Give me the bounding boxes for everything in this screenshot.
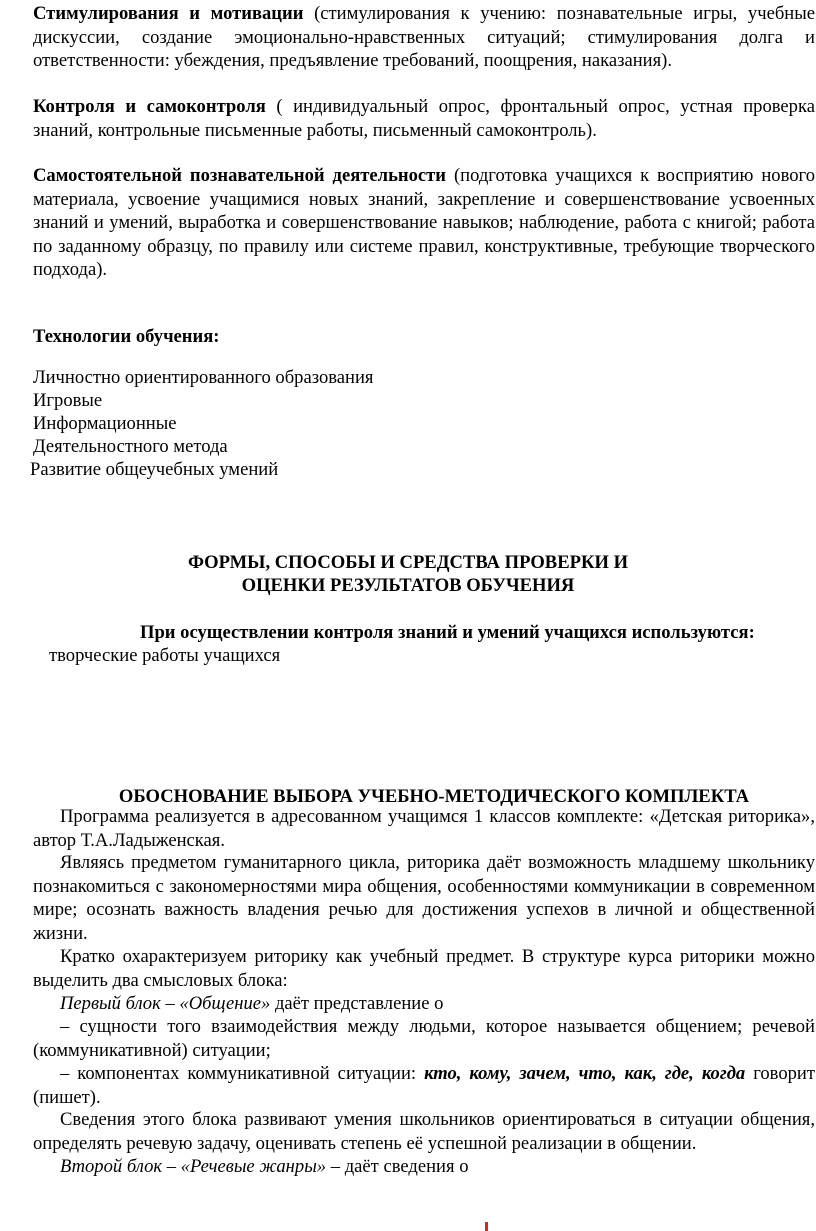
assessment-heading-line2: ОЦЕНКИ РЕЗУЛЬТАТОВ ОБУЧЕНИЯ (241, 575, 575, 596)
justification-paragraph-1: Программа реализуется в адресованном учащимся 1 классов комплекте: «Детская риторика», автор Т.А.Ладыженская. (33, 806, 815, 851)
justification-heading: ОБОСНОВАНИЕ ВЫБОРА УЧЕБНО-МЕТОДИЧЕСКОГО КОМПЛЕКТА (118, 786, 750, 807)
method-control-title: Контроля и самоконтроля (33, 96, 266, 117)
block2-rest: – даёт сведения о (326, 1156, 469, 1177)
block1-rest: даёт представление о (270, 993, 444, 1014)
assessment-heading-line1: ФОРМЫ, СПОСОБЫ И СРЕДСТВА ПРОВЕРКИ И (187, 552, 629, 573)
technology-item: Информационные (33, 413, 177, 434)
dash-item-2 (33, 1062, 815, 1109)
dash-item-1: – сущности того взаимодействия между людьми, которое называется общением; речевой (коммуникативной) ситуации; (33, 1016, 815, 1061)
dash-item-2-emphasis: кто, кому, зачем, что, как, где, когда (424, 1063, 746, 1084)
block1-line (33, 992, 815, 1016)
assessment-subheading: При осуществлении контроля знаний и умений учащихся используются: (140, 622, 755, 643)
method-independent-text: (подготовка учащихся к восприятию нового материала, усвоение учащимися новых знаний, закрепление и совершенствование усвоенных знаний и умений, выработка и совершенствование навыков; наблюдение, работа с книгой; работа по заданному образцу, по правилу или системе правил, конструктивные, требующие творческого подхода). (33, 165, 815, 281)
method-stimulation-text: (стимулирования к учению: познавательные игры, учебные дискуссии, создание эмоционально-нравственных ситуаций; стимулирования долга и ответственности: убеждения, предъявление требований, поощрения, наказания). (33, 3, 815, 72)
technology-item: Личностно ориентированного образования (33, 367, 374, 388)
block1-label: Первый блок – «Общение» (60, 993, 271, 1014)
method-stimulation-paragraph (33, 2, 815, 73)
justification-paragraph-2: Являясь предметом гуманитарного цикла, риторика даёт возможность младшему школьнику познакомиться с закономерностями мира общения, особенностями коммуникации в современном мире; осознать важность владения речью для достижения успехов в личной и общественной жизни. (33, 852, 815, 944)
justification-paragraph-4: Сведения этого блока развивают умения школьников ориентироваться в ситуации общения, определять речевую задачу, оценивать степень её успешной реализации в общении. (33, 1109, 815, 1154)
method-independent-title: Самостоятельной познавательной деятельности (33, 165, 447, 186)
block2-line (33, 1155, 815, 1179)
assessment-item: творческие работы учащихся (49, 645, 281, 666)
dash-item-2-end: говорит (пишет). (33, 1063, 815, 1108)
technologies-heading: Технологии обучения: (33, 326, 220, 347)
block2-label: Второй блок – «Речевые жанры» (60, 1156, 327, 1177)
method-stimulation-title: Стимулирования и мотивации (33, 3, 304, 24)
justification-paragraph-3: Кратко охарактеризуем риторику как учебный предмет. В структуре курса риторики можно выделить два смысловых блока: (33, 946, 815, 991)
technology-item: Игровые (33, 390, 103, 411)
page-edge-mark (485, 1222, 488, 1231)
technology-item: Деятельностного метода (33, 436, 228, 457)
method-independent-paragraph (33, 164, 815, 282)
technology-item: Развитие общеучебных умений (30, 459, 279, 480)
dash-item-2-start: – компонентах коммуникативной ситуации: (60, 1063, 425, 1084)
method-control-text: ( индивидуальный опрос, фронтальный опрос, устная проверка знаний, контрольные письменные работы, письменный самоконтроль). (33, 96, 815, 141)
method-control-paragraph (33, 95, 815, 142)
